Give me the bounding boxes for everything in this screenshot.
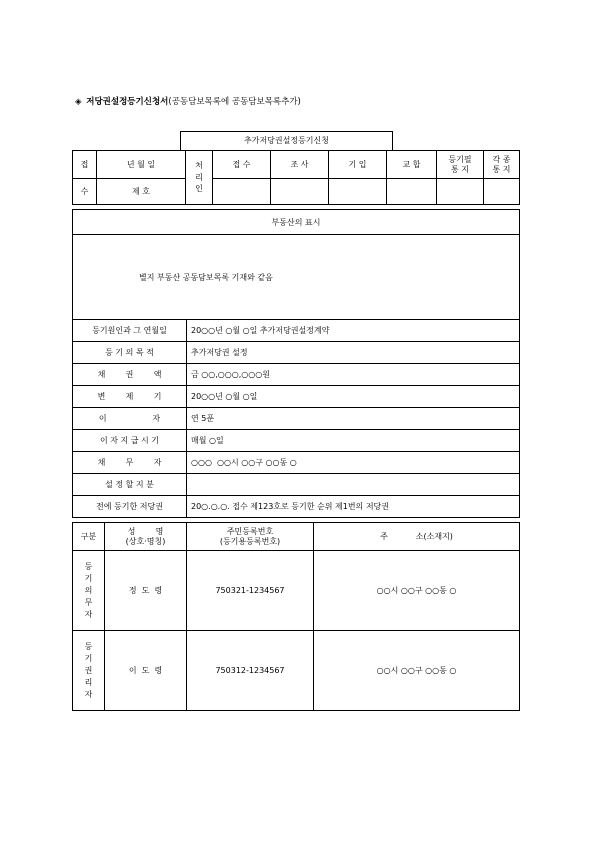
property-heading: 부동산의 표시 xyxy=(73,210,520,235)
receipt-header-4: 교 합 xyxy=(387,151,437,179)
detail-label-due: 변 제 기 xyxy=(73,386,187,408)
party-role-claimant: 등 기 권 리 자 xyxy=(73,631,105,711)
party-id-obligor[interactable]: 750321-1234567 xyxy=(187,551,314,631)
detail-label-cause: 등기원인과 그 연월일 xyxy=(73,320,187,342)
detail-value-due[interactable]: 20○○년 ○월 ○일 xyxy=(187,386,520,408)
detail-value-payment-time[interactable]: 매월 ○일 xyxy=(187,430,520,452)
parties-table xyxy=(72,522,520,711)
receipt-header-2: 조 사 xyxy=(271,151,329,179)
property-content[interactable]: 별지 부동산 공동담보목록 기재와 같음 xyxy=(73,235,520,320)
receipt-header-1: 접 수 xyxy=(213,151,271,179)
party-address-claimant[interactable]: ○○시 ○○구 ○○동 ○ xyxy=(314,631,520,711)
detail-value-prior-mortgage[interactable]: 20○.○.○. 접수 제123호로 등기한 순위 제1번의 저당권 xyxy=(187,496,520,518)
receipt-header-5: 등기필 통 지 xyxy=(437,151,484,179)
detail-label-interest: 이 자 xyxy=(73,408,187,430)
receipt-header-3: 기 입 xyxy=(329,151,387,179)
receipt-su-label: 수 xyxy=(73,179,97,205)
detail-value-cause[interactable]: 20○○년 ○월 ○일 추가저당권설정계약 xyxy=(187,320,520,342)
receipt-date-field[interactable]: 년 월 일 xyxy=(97,151,186,179)
table-row xyxy=(73,631,520,711)
detail-label-amount: 채 권 액 xyxy=(73,364,187,386)
receipt-header-6: 각 종 통 지 xyxy=(484,151,520,179)
receipt-jeop-label: 접 xyxy=(73,151,97,179)
title-sub: (공동담보목록에 공동담보목록추가) xyxy=(168,97,301,107)
detail-label-debtor: 채 무 자 xyxy=(73,452,187,474)
receipt-number-field[interactable]: 제 호 xyxy=(97,179,186,205)
detail-value-interest[interactable]: 연 5푼 xyxy=(187,408,520,430)
form-title: 추가저당권설정등기신청 xyxy=(243,136,329,145)
processor-label: 처 리 인 xyxy=(186,151,213,205)
document-title xyxy=(75,98,301,107)
title-main: 저당권설정등기신청서 xyxy=(86,97,169,107)
diamond-bullet-icon: ◈ xyxy=(75,97,82,107)
table-row xyxy=(73,551,520,631)
detail-label-prior-mortgage: 전에 등기한 저당권 xyxy=(73,496,187,518)
detail-value-amount[interactable]: 금 ○○,○○○,○○○원 xyxy=(187,364,520,386)
party-name-claimant[interactable]: 이 도 령 xyxy=(105,631,187,711)
detail-value-debtor[interactable]: ○○○ ○○시 ○○구 ○○동 ○ xyxy=(187,452,520,474)
parties-header-address: 주 소(소재지) xyxy=(314,523,520,551)
form-title-box xyxy=(180,131,393,150)
party-address-obligor[interactable]: ○○시 ○○구 ○○동 ○ xyxy=(314,551,520,631)
detail-label-share: 설 정 할 지 분 xyxy=(73,474,187,496)
receipt-stamp-1[interactable] xyxy=(213,179,271,205)
receipt-stamp-5[interactable] xyxy=(437,179,484,205)
receipt-stamp-2[interactable] xyxy=(271,179,329,205)
party-id-claimant[interactable]: 750312-1234567 xyxy=(187,631,314,711)
parties-header-id: 주민등록번호 (등기용등록번호) xyxy=(187,523,314,551)
receipt-stamp-6[interactable] xyxy=(484,179,520,205)
receipt-stamp-3[interactable] xyxy=(329,179,387,205)
parties-header-category: 구분 xyxy=(73,523,105,551)
detail-value-purpose[interactable]: 추가저당권 설정 xyxy=(187,342,520,364)
receipt-table xyxy=(72,150,520,205)
detail-value-share[interactable] xyxy=(187,474,520,496)
parties-header-name: 성 명 (상호·명칭) xyxy=(105,523,187,551)
receipt-stamp-4[interactable] xyxy=(387,179,437,205)
detail-label-purpose: 등 기 의 목 적 xyxy=(73,342,187,364)
detail-label-payment-time: 이 자 지 급 시 기 xyxy=(73,430,187,452)
party-role-obligor: 등 기 의 무 자 xyxy=(73,551,105,631)
party-name-obligor[interactable]: 정 도 령 xyxy=(105,551,187,631)
details-table xyxy=(72,209,520,518)
